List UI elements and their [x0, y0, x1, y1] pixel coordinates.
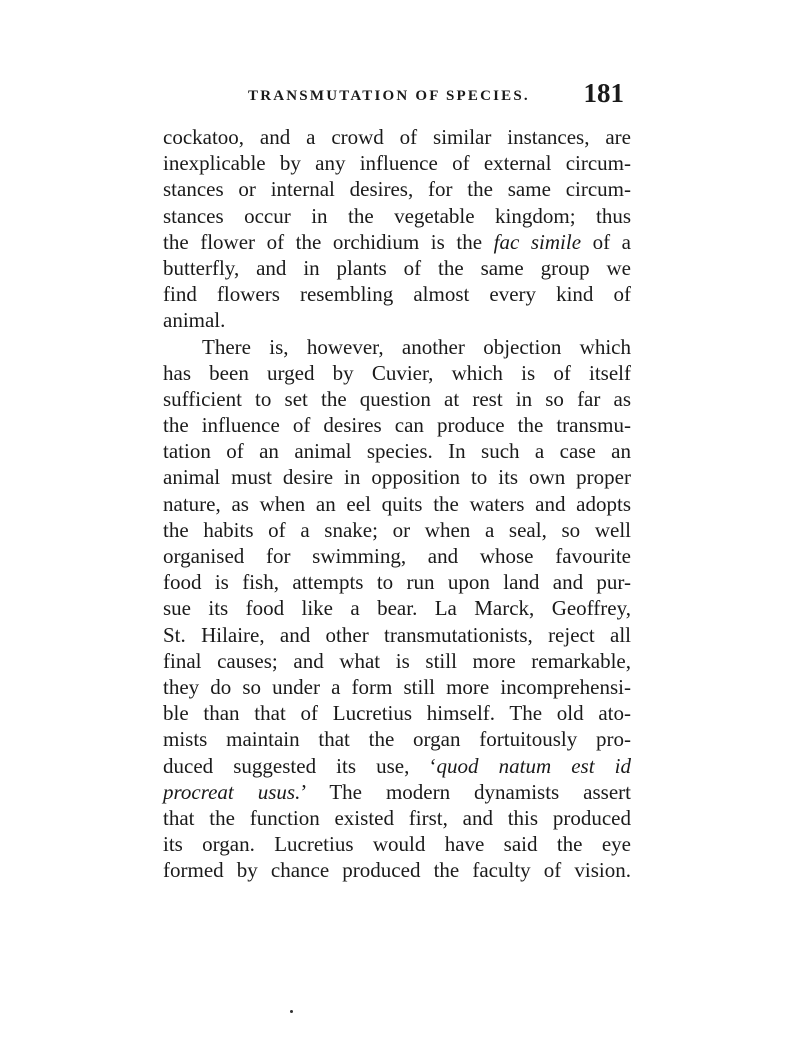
- text-line: the flower of the orchidium is the fac simile of a: [163, 229, 631, 254]
- text-line: has been urged by Cuvier, which is of itself: [163, 360, 631, 385]
- text-line: There is, however, another objection which: [202, 334, 631, 359]
- text-line: mists maintain that the organ fortuitously pro-: [163, 727, 631, 752]
- text-line: tation of an animal species. In such a case an: [163, 439, 631, 464]
- text-line: food is fish, attempts to run upon land and pur-: [163, 570, 631, 595]
- text-line: butterfly, and in plants of the same group we: [163, 255, 631, 280]
- running-head: [160, 78, 628, 118]
- text-line: animal must desire in opposition to its own proper: [163, 465, 631, 490]
- text-line: St. Hilaire, and other transmutationists, reject all: [163, 622, 631, 647]
- text-line: inexplicable by any influence of external circum-: [163, 151, 631, 176]
- text-line: the habits of a snake; or when a seal, so well: [163, 517, 631, 542]
- text-line: that the function existed first, and this produced: [163, 805, 631, 830]
- text-line: procreat usus.’ The modern dynamists assert: [163, 779, 632, 804]
- text-line: its organ. Lucretius would have said the eye: [163, 832, 631, 857]
- text-line: final causes; and what is still more remarkable,: [163, 648, 631, 673]
- text-line: organised for swimming, and whose favourite: [163, 544, 631, 568]
- text-line: animal.: [163, 308, 226, 333]
- page-number: 181: [583, 78, 624, 108]
- text-line: sufficient to set the question at rest in so far as: [163, 386, 631, 411]
- running-title: TRANSMUTATION OF SPECIES.: [248, 88, 530, 104]
- text-line: stances or internal desires, for the same circum-: [163, 177, 631, 202]
- stray-ink-dot: [290, 1010, 293, 1013]
- text-line: sue its food like a bear. La Marck, Geoffrey,: [163, 596, 631, 621]
- text-line: cockatoo, and a crowd of similar instances, are: [163, 125, 631, 149]
- text-line: formed by chance produced the faculty of vision.: [163, 858, 631, 883]
- paragraph-1: [163, 124, 631, 334]
- text-line: the influence of desires can produce the transmu-: [163, 413, 631, 438]
- text-line: find flowers resembling almost every kind of: [163, 282, 631, 307]
- text-line: duced suggested its use, ‘quod natum est id: [163, 753, 631, 778]
- text-line: stances occur in the vegetable kingdom; thus: [163, 203, 631, 228]
- body-text: [163, 124, 631, 883]
- paragraph-2: [163, 334, 631, 884]
- text-line: they do so under a form still more incomprehensi-: [163, 674, 631, 699]
- text-line: nature, as when an eel quits the waters and adopts: [163, 491, 631, 516]
- text-line: ble than that of Lucretius himself. The old ato-: [163, 701, 631, 726]
